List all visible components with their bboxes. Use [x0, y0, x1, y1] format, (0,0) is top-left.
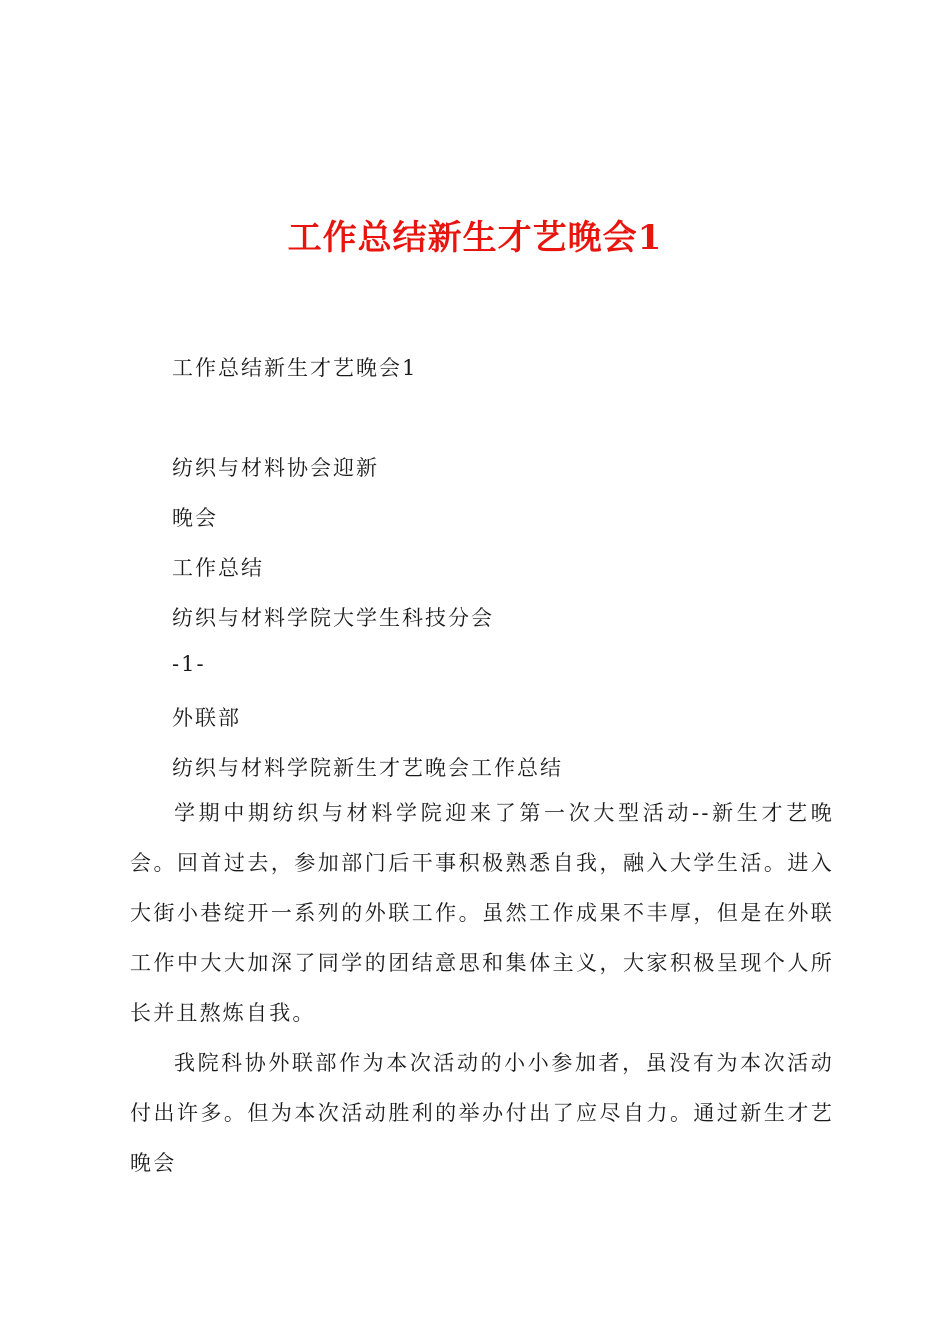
section-heading-line: 纺织与材料学院新生才艺晚会工作总结	[172, 756, 563, 780]
body-paragraph: 学期中期纺织与材料学院迎来了第一次大型活动--新生才艺晚会。回首过去，参加部门后干事积极熟悉自我，融入大学生活。进入大街小巷绽开一系列的外联工作。虽然工作成果不丰厚，但是在外联工作中大大加深了同学的团结意思和集体主义，大家积极呈现个人所长并且熬炼自我。	[130, 801, 834, 1025]
page-number-line: -1-	[172, 652, 206, 676]
text-line: 晚会	[172, 506, 218, 530]
department-line: 外联部	[172, 706, 241, 730]
subtitle-line: 工作总结新生才艺晚会1	[172, 356, 418, 380]
text-line: 工作总结	[172, 556, 264, 580]
text-line: 纺织与材料协会迎新	[172, 456, 379, 480]
text-line: 纺织与材料学院大学生科技分会	[172, 606, 494, 630]
body-paragraph: 我院科协外联部作为本次活动的小小参加者，虽没有为本次活动付出许多。但为本次活动胜利的举办付出了应尽自力。通过新生才艺晚会	[130, 1051, 834, 1175]
document-title: 工作总结新生才艺晚会1	[287, 218, 663, 258]
